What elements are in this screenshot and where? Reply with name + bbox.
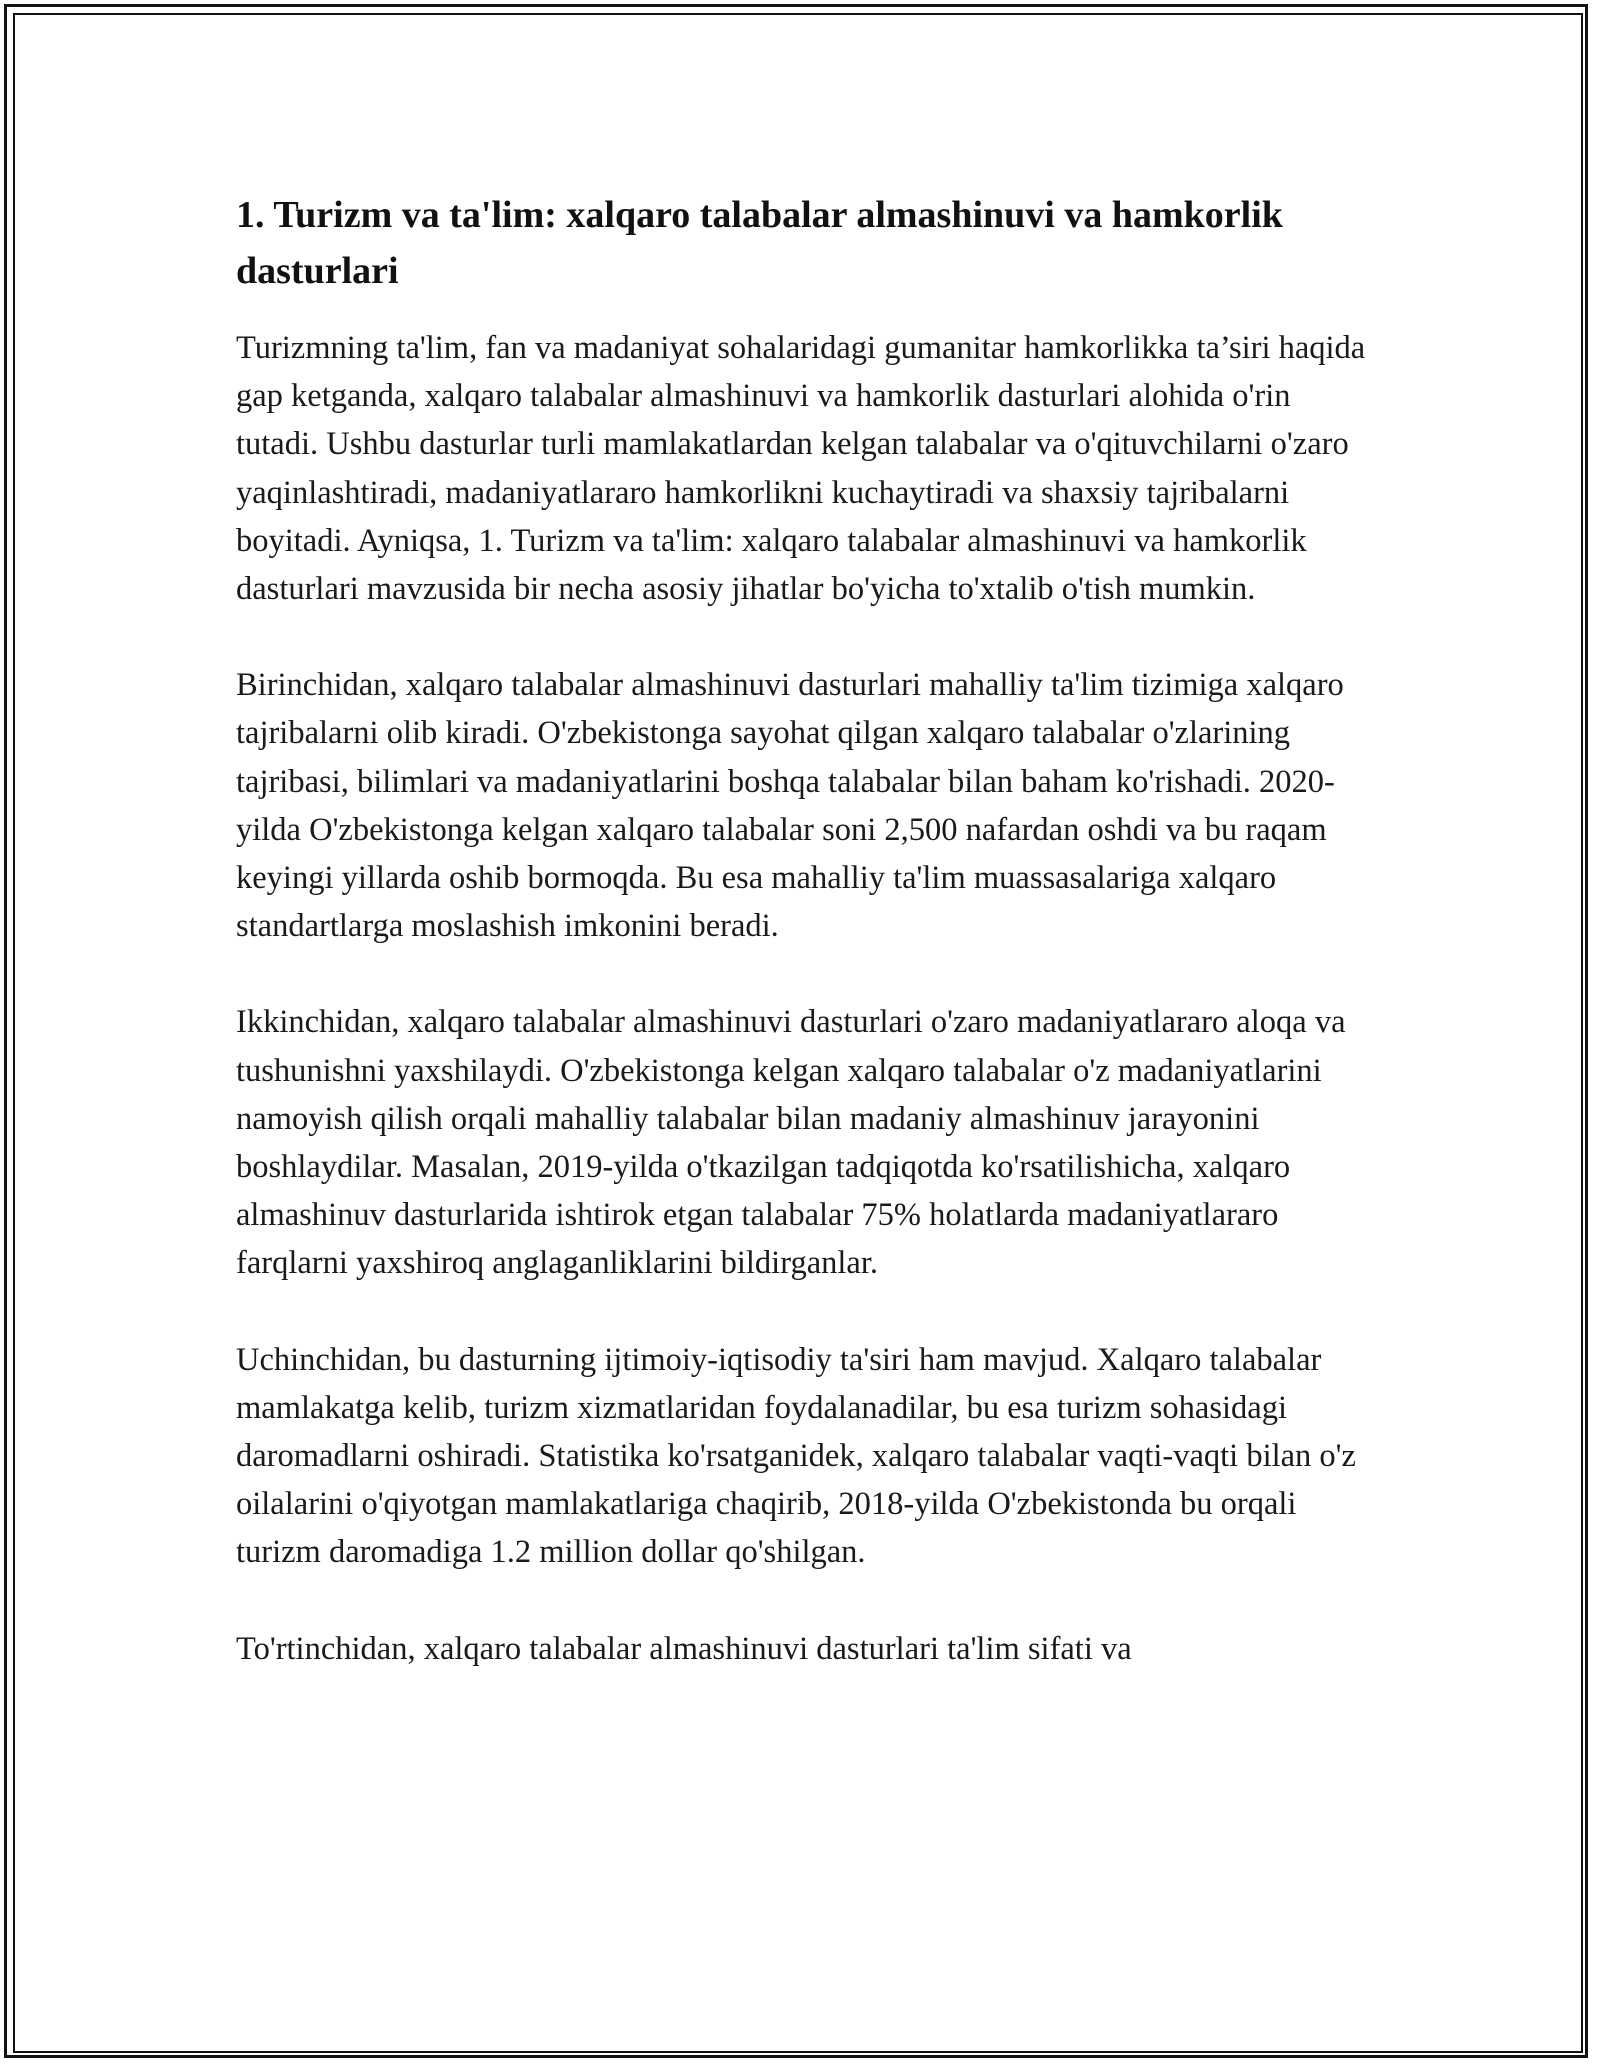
paragraph-fourth-point: To'rtinchidan, xalqaro talabalar almashinuvi dasturlari ta'lim sifati va	[236, 1630, 1132, 1667]
paragraph-first-point: Birinchidan, xalqaro talabalar almashinuvi dasturlari mahalliy ta'lim tizimiga xalqaro tajribalarni olib kiradi. O'zbekistonga sayohat qilgan xalqaro talabalar o'zlarining tajribasi, bilimlari va madaniyatlarini boshqa talabalar bilan baham ko'rishadi. 2020-yilda O'zbekistonga kelgan xalqaro talabalar soni 2,500 nafardan oshdi va bu raqam keyingi yillarda oshib bormoqda. Bu esa mahalliy ta'lim muassasalariga xalqaro standartlarga moslashish imkonini beradi.	[236, 667, 1344, 945]
section-heading: 1. Turizm va ta'lim: xalqaro talabalar almashinuvi va hamkorlik dasturlari	[236, 194, 1283, 292]
paragraph-second-point: Ikkinchidan, xalqaro talabalar almashinuvi dasturlari o'zaro madaniyatlararo aloqa va tushunishni yaxshilaydi. O'zbekistonga kelgan xalqaro talabalar o'z madaniyatlarini namoyish qilish orqali mahalliy talabalar bilan madaniy almashinuv jarayonini boshlaydilar. Masalan, 2019-yilda o'tkazilgan tadqiqotda ko'rsatilishicha, xalqaro almashinuv dasturlarida ishtirok etgan talabalar 75% holatlarda madaniyatlararo farqlarni yaxshiroq anglaganliklarini bildirganlar.	[236, 1004, 1346, 1282]
paragraph-intro: Turizmning ta'lim, fan va madaniyat sohalaridagi gumanitar hamkorlikka ta’siri haqida gap ketganda, xalqaro talabalar almashinuvi va hamkorlik dasturlari alohida o'rin tutadi. Ushbu dasturlar turli mamlakatlardan kelgan talabalar va o'qituvchilarni o'zaro yaqinlashtiradi, madaniyatlararo hamkorlikni kuchaytiradi va shaxsiy tajribalarni boyitadi. Ayniqsa, 1. Turizm va ta'lim: xalqaro talabalar almashinuvi va hamkorlik dasturlari mavzusida bir necha asosiy jihatlar bo'yicha to'xtalib o'tish mumkin.	[236, 330, 1366, 608]
paragraph-third-point: Uchinchidan, bu dasturning ijtimoiy-iqtisodiy ta'siri ham mavjud. Xalqaro talabalar mamlakatga kelib, turizm xizmatlaridan foydalanadilar, bu esa turizm sohasidagi daromadlarni oshiradi. Statistika ko'rsatganidek, xalqaro talabalar vaqti-vaqti bilan o'z oilalarini o'qiyotgan mamlakatlariga chaqirib, 2018-yilda O'zbekistonda bu orqali turizm daromadiga 1.2 million dollar qo'shilgan.	[236, 1341, 1356, 1571]
document-body	[236, 187, 1371, 1721]
